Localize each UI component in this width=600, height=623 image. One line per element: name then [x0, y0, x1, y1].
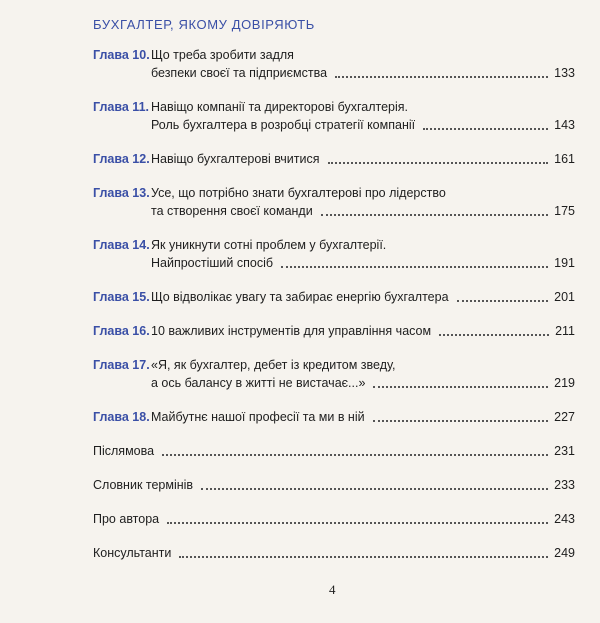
toc-entry-line: [93, 150, 575, 168]
dot-leader: [201, 488, 548, 490]
toc-entry-line: [93, 184, 575, 202]
toc-entry-title: Майбутнє нашої професії та ми в ній: [151, 410, 365, 424]
toc-entry: [93, 46, 575, 82]
toc-entry-line: [93, 408, 575, 426]
toc-page-number: 249: [554, 546, 575, 560]
dot-leader: [423, 128, 548, 130]
toc-entry: [93, 476, 575, 494]
toc-page-number: 211: [555, 324, 575, 338]
table-of-contents: [93, 46, 575, 578]
toc-entry-title: Навіщо компанії та директорові бухгалтерія.: [151, 100, 409, 114]
toc-page-number: 243: [554, 512, 575, 526]
toc-entry-title: Словник термінів: [93, 478, 194, 492]
toc-entry: [93, 442, 575, 460]
toc-page-number: 219: [554, 376, 575, 390]
toc-page-number: 231: [554, 444, 575, 458]
toc-entry: [93, 98, 575, 134]
toc-entry: [93, 184, 575, 220]
toc-entry-title: Найпростіший спосіб: [151, 256, 274, 270]
toc-entry-title: а ось балансу в житті не вистачає...»: [151, 376, 366, 390]
dot-leader: [373, 386, 548, 388]
toc-page-number: 133: [554, 66, 575, 80]
toc-entry-title: та створення своєї команди: [151, 204, 313, 218]
toc-entry-line: [93, 288, 575, 306]
toc-page-number: 175: [554, 204, 575, 218]
toc-entry-title: Роль бухгалтера в розробці стратегії компанії: [151, 118, 416, 132]
dot-leader: [457, 300, 549, 302]
toc-entry-line: [93, 356, 575, 374]
toc-entry-title: Навіщо бухгалтерові вчитися: [151, 152, 320, 166]
toc-entry: [93, 510, 575, 528]
toc-entry-title: безпеки своєї та підприємства: [151, 66, 328, 80]
page-number: 4: [329, 582, 336, 597]
dot-leader: [167, 522, 548, 524]
chapter-label: Глава 17.: [93, 358, 150, 372]
chapter-label: Глава 14.: [93, 238, 150, 252]
toc-entry: [93, 408, 575, 426]
section-header: БУХГАЛТЕР, ЯКОМУ ДОВІРЯЮТЬ: [93, 17, 315, 32]
toc-entry: [93, 288, 575, 306]
toc-page-number: 191: [554, 256, 575, 270]
toc-page-number: 227: [554, 410, 575, 424]
toc-entry-title: Що відволікає увагу та забирає енергію бухгалтера: [151, 290, 449, 304]
toc-entry-title: Про автора: [93, 512, 160, 526]
toc-entry-line: [93, 254, 575, 272]
toc-entry-line: [93, 64, 575, 82]
toc-page-number: 201: [554, 290, 575, 304]
dot-leader: [281, 266, 548, 268]
dot-leader: [439, 334, 549, 336]
dot-leader: [321, 214, 548, 216]
toc-entry-line: [93, 476, 575, 494]
toc-entry-line: [93, 46, 575, 64]
toc-entry-line: [93, 510, 575, 528]
toc-entry-line: [93, 98, 575, 116]
toc-entry: [93, 356, 575, 392]
dot-leader: [335, 76, 548, 78]
toc-entry: [93, 150, 575, 168]
chapter-label: Глава 15.: [93, 290, 150, 304]
dot-leader: [162, 454, 548, 456]
chapter-label: Глава 18.: [93, 410, 150, 424]
toc-entry: [93, 236, 575, 272]
toc-entry-line: [93, 442, 575, 460]
toc-entry-title: «Я, як бухгалтер, дебет із кредитом зведу,: [151, 358, 396, 372]
dot-leader: [328, 162, 549, 164]
toc-entry-line: [93, 116, 575, 134]
toc-entry-line: [93, 202, 575, 220]
toc-entry-line: [93, 544, 575, 562]
toc-entry-title: 10 важливих інструментів для управління часом: [151, 324, 432, 338]
toc-entry-title: Консультанти: [93, 546, 172, 560]
chapter-label: Глава 12.: [93, 152, 150, 166]
toc-entry-title: Усе, що потрібно знати бухгалтерові про лідерство: [151, 186, 446, 200]
chapter-label: Глава 11.: [93, 100, 149, 114]
toc-entry-title: Післямова: [93, 444, 155, 458]
chapter-label: Глава 10.: [93, 48, 150, 62]
toc-entry-line: [93, 322, 575, 340]
toc-entry-line: [93, 236, 575, 254]
dot-leader: [373, 420, 549, 422]
dot-leader: [179, 556, 548, 558]
toc-entry-line: [93, 374, 575, 392]
toc-entry-title: Що треба зробити задля: [151, 48, 294, 62]
toc-entry: [93, 544, 575, 562]
toc-page-number: 161: [554, 152, 575, 166]
toc-page-number: 143: [554, 118, 575, 132]
toc-entry-title: Як уникнути сотні проблем у бухгалтерії.: [151, 238, 387, 252]
toc-entry: [93, 322, 575, 340]
chapter-label: Глава 13.: [93, 186, 150, 200]
toc-page-number: 233: [554, 478, 575, 492]
chapter-label: Глава 16.: [93, 324, 150, 338]
